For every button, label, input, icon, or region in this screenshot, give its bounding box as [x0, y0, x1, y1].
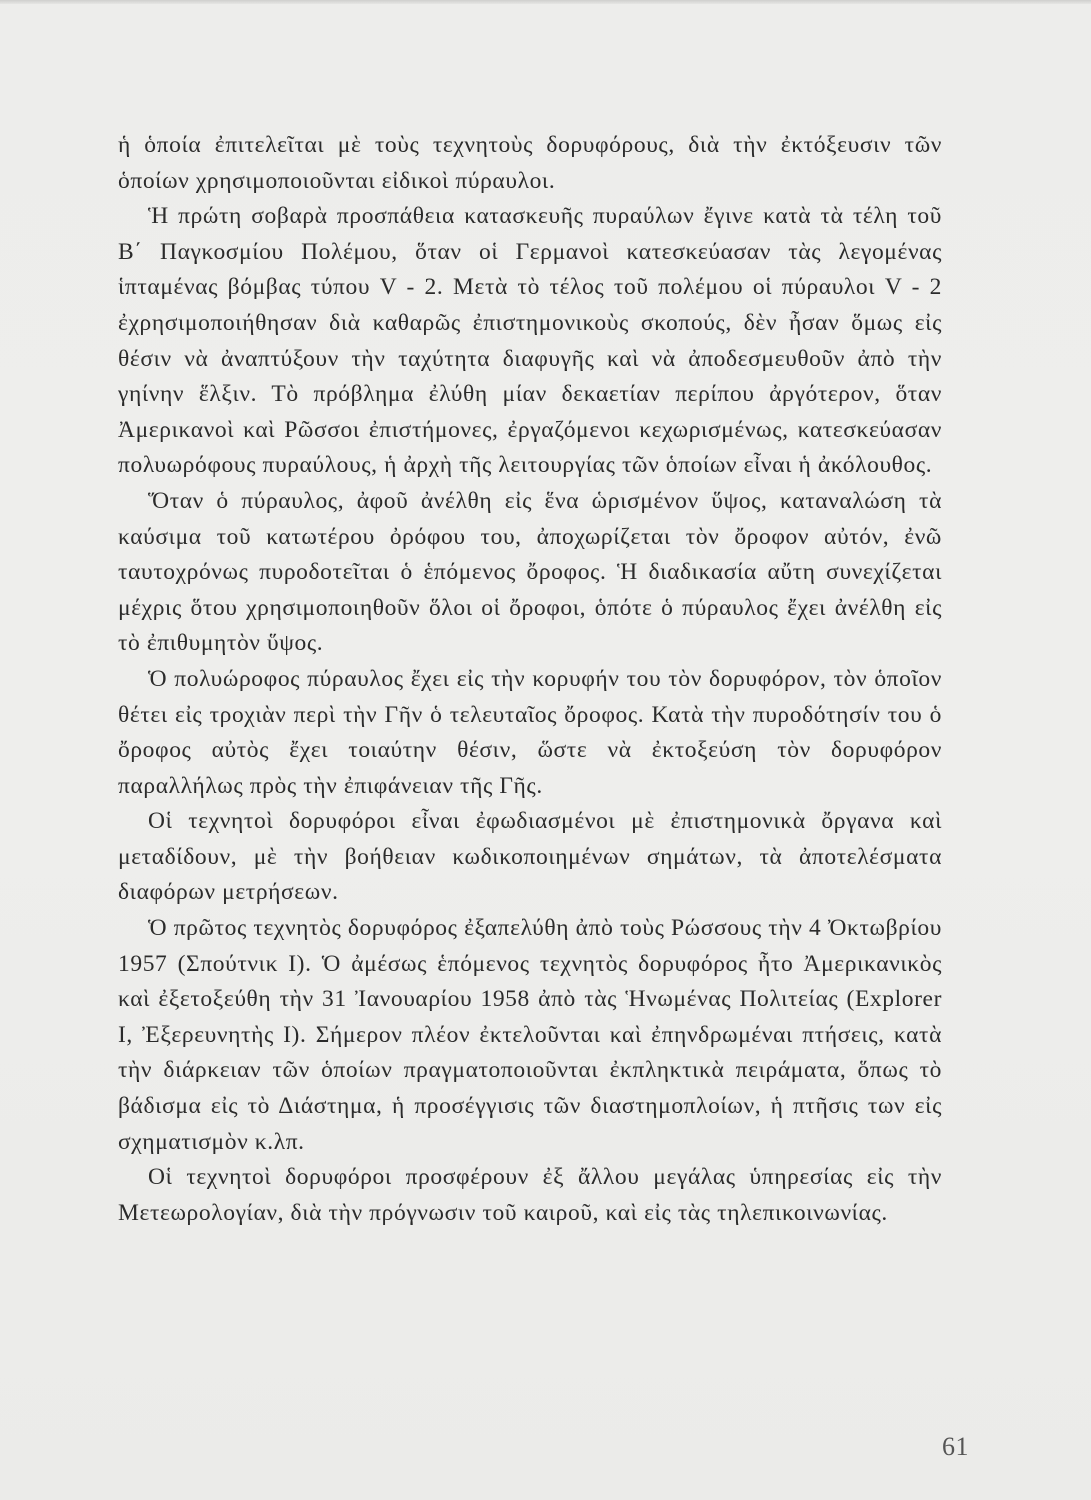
- paragraph-first-rockets: Ἡ πρώτη σοβαρὰ προσπάθεια κατασκευῆς πυραύλων ἔγινε κατὰ τὰ τέλη τοῦ Β΄ Παγκοσμίου Πολέμου, ὅταν οἱ Γερμανοὶ κατεσκεύασαν τὰς λεγομένας ἱπταμένας βόμβας τύπου V - 2. Μετὰ τὸ τέλος τοῦ πολέμου οἱ πύραυλοι V - 2 ἐχρησιμοποιήθησαν διὰ καθαρῶς ἐπιστημονικοὺς σκοπούς, δὲν ἦσαν ὅμως εἰς θέσιν νὰ ἀναπτύξουν τὴν ταχύτητα διαφυγῆς καὶ νὰ ἀποδεσμευθοῦν ἀπὸ τὴν γηίνην ἕλξιν. Τὸ πρόβλημα ἐλύθη μίαν δεκαετίαν περίπου ἀργότερον, ὅταν Ἀμερικανοὶ καὶ Ρῶσσοι ἐπιστήμονες, ἐργαζόμενοι κεχωρισμένως, κατεσκεύασαν πολυωρόφους πυραύλους, ἡ ἀρχὴ τῆς λειτουργίας τῶν ὁποίων εἶναι ἡ ἀκόλουθος.: [118, 203, 942, 479]
- paragraph-instruments: Οἱ τεχνητοὶ δορυφόροι εἶναι ἐφωδιασμένοι μὲ ἐπιστημονικὰ ὄργανα καὶ μεταδίδουν, μὲ τὴν βοήθειαν κωδικοποιημένων σημάτων, τὰ ἀποτελέσματα διαφόρων μετρήσεων.: [118, 808, 942, 906]
- page-top-edge: [0, 0, 1091, 4]
- paragraph-continuation: ἡ ὁποία ἐπιτελεῖται μὲ τοὺς τεχνητοὺς δορυφόρους, διὰ τὴν ἐκτόξευσιν τῶν ὁποίων χρησιμοποιοῦνται εἰδικοὶ πύραυλοι.: [118, 132, 942, 194]
- paragraph-history: Ὁ πρῶτος τεχνητὸς δορυφόρος ἐξαπελύθη ἀπὸ τοὺς Ρώσσους τὴν 4 Ὀκτωβρίου 1957 (Σπούτνικ Ι). Ὁ ἀμέσως ἑπόμενος τεχνητὸς δορυφόρος ἦτο Ἀμερικανικὸς καὶ ἐξετοξεύθη τὴν 31 Ἰανουαρίου 1958 ἀπὸ τὰς Ἡνωμένας Πολιτείας (Explorer Ι, Ἐξερευνητὴς Ι). Σήμερον πλέον ἐκτελοῦνται καὶ ἐπηνδρωμέναι πτήσεις, κατὰ τὴν διάρκειαν τῶν ὁποίων πραγματοποιοῦνται ἐκπληκτικὰ πειράματα, ὅπως τὸ βάδισμα εἰς τὸ Διάστημα, ἡ προσέγγισις τῶν διαστημοπλοίων, ἡ πτῆσις των εἰς σχηματισμὸν κ.λπ.: [118, 915, 942, 1155]
- paragraph-stages: Ὅταν ὁ πύραυλος, ἀφοῦ ἀνέλθη εἰς ἕνα ὡρισμένον ὕψος, καταναλώση τὰ καύσιμα τοῦ κατωτέρου ὀρόφου του, ἀποχωρίζεται τὸν ὄροφον αὐτόν, ἐνῶ ταυτοχρόνως πυροδοτεῖται ὁ ἑπόμενος ὄροφος. Ἡ διαδικασία αὔτη συνεχίζεται μέχρις ὅτου χρησιμοποιηθοῦν ὅλοι οἱ ὄροφοι, ὁπότε ὁ πύραυλος ἔχει ἀνέλθη εἰς τὸ ἐπιθυμητὸν ὕψος.: [118, 487, 942, 657]
- paragraph-orbit: Ὁ πολυώροφος πύραυλος ἔχει εἰς τὴν κορυφήν του τὸν δορυφόρον, τὸν ὁποῖον θέτει εἰς τροχιὰν περὶ τὴν Γῆν ὁ τελευταῖος ὄροφος. Κατὰ τὴν πυροδότησίν του ὁ ὄροφος αὐτὸς ἔχει τοιαύτην θέσιν, ὥστε νὰ ἐκτοξεύση τὸν δορυφόρον παραλλήλως πρὸς τὴν ἐπιφάνειαν τῆς Γῆς.: [118, 665, 942, 799]
- page-number: 61: [942, 1432, 969, 1461]
- paragraph-services: Οἱ τεχνητοὶ δορυφόροι προσφέρουν ἐξ ἄλλου μεγάλας ὑπηρεσίας εἰς τὴν Μετεωρολογίαν, διὰ τὴν πρόγνωσιν τοῦ καιροῦ, καὶ εἰς τὰς τηλεπικοινωνίας.: [118, 1164, 942, 1226]
- body-text: [118, 128, 942, 1231]
